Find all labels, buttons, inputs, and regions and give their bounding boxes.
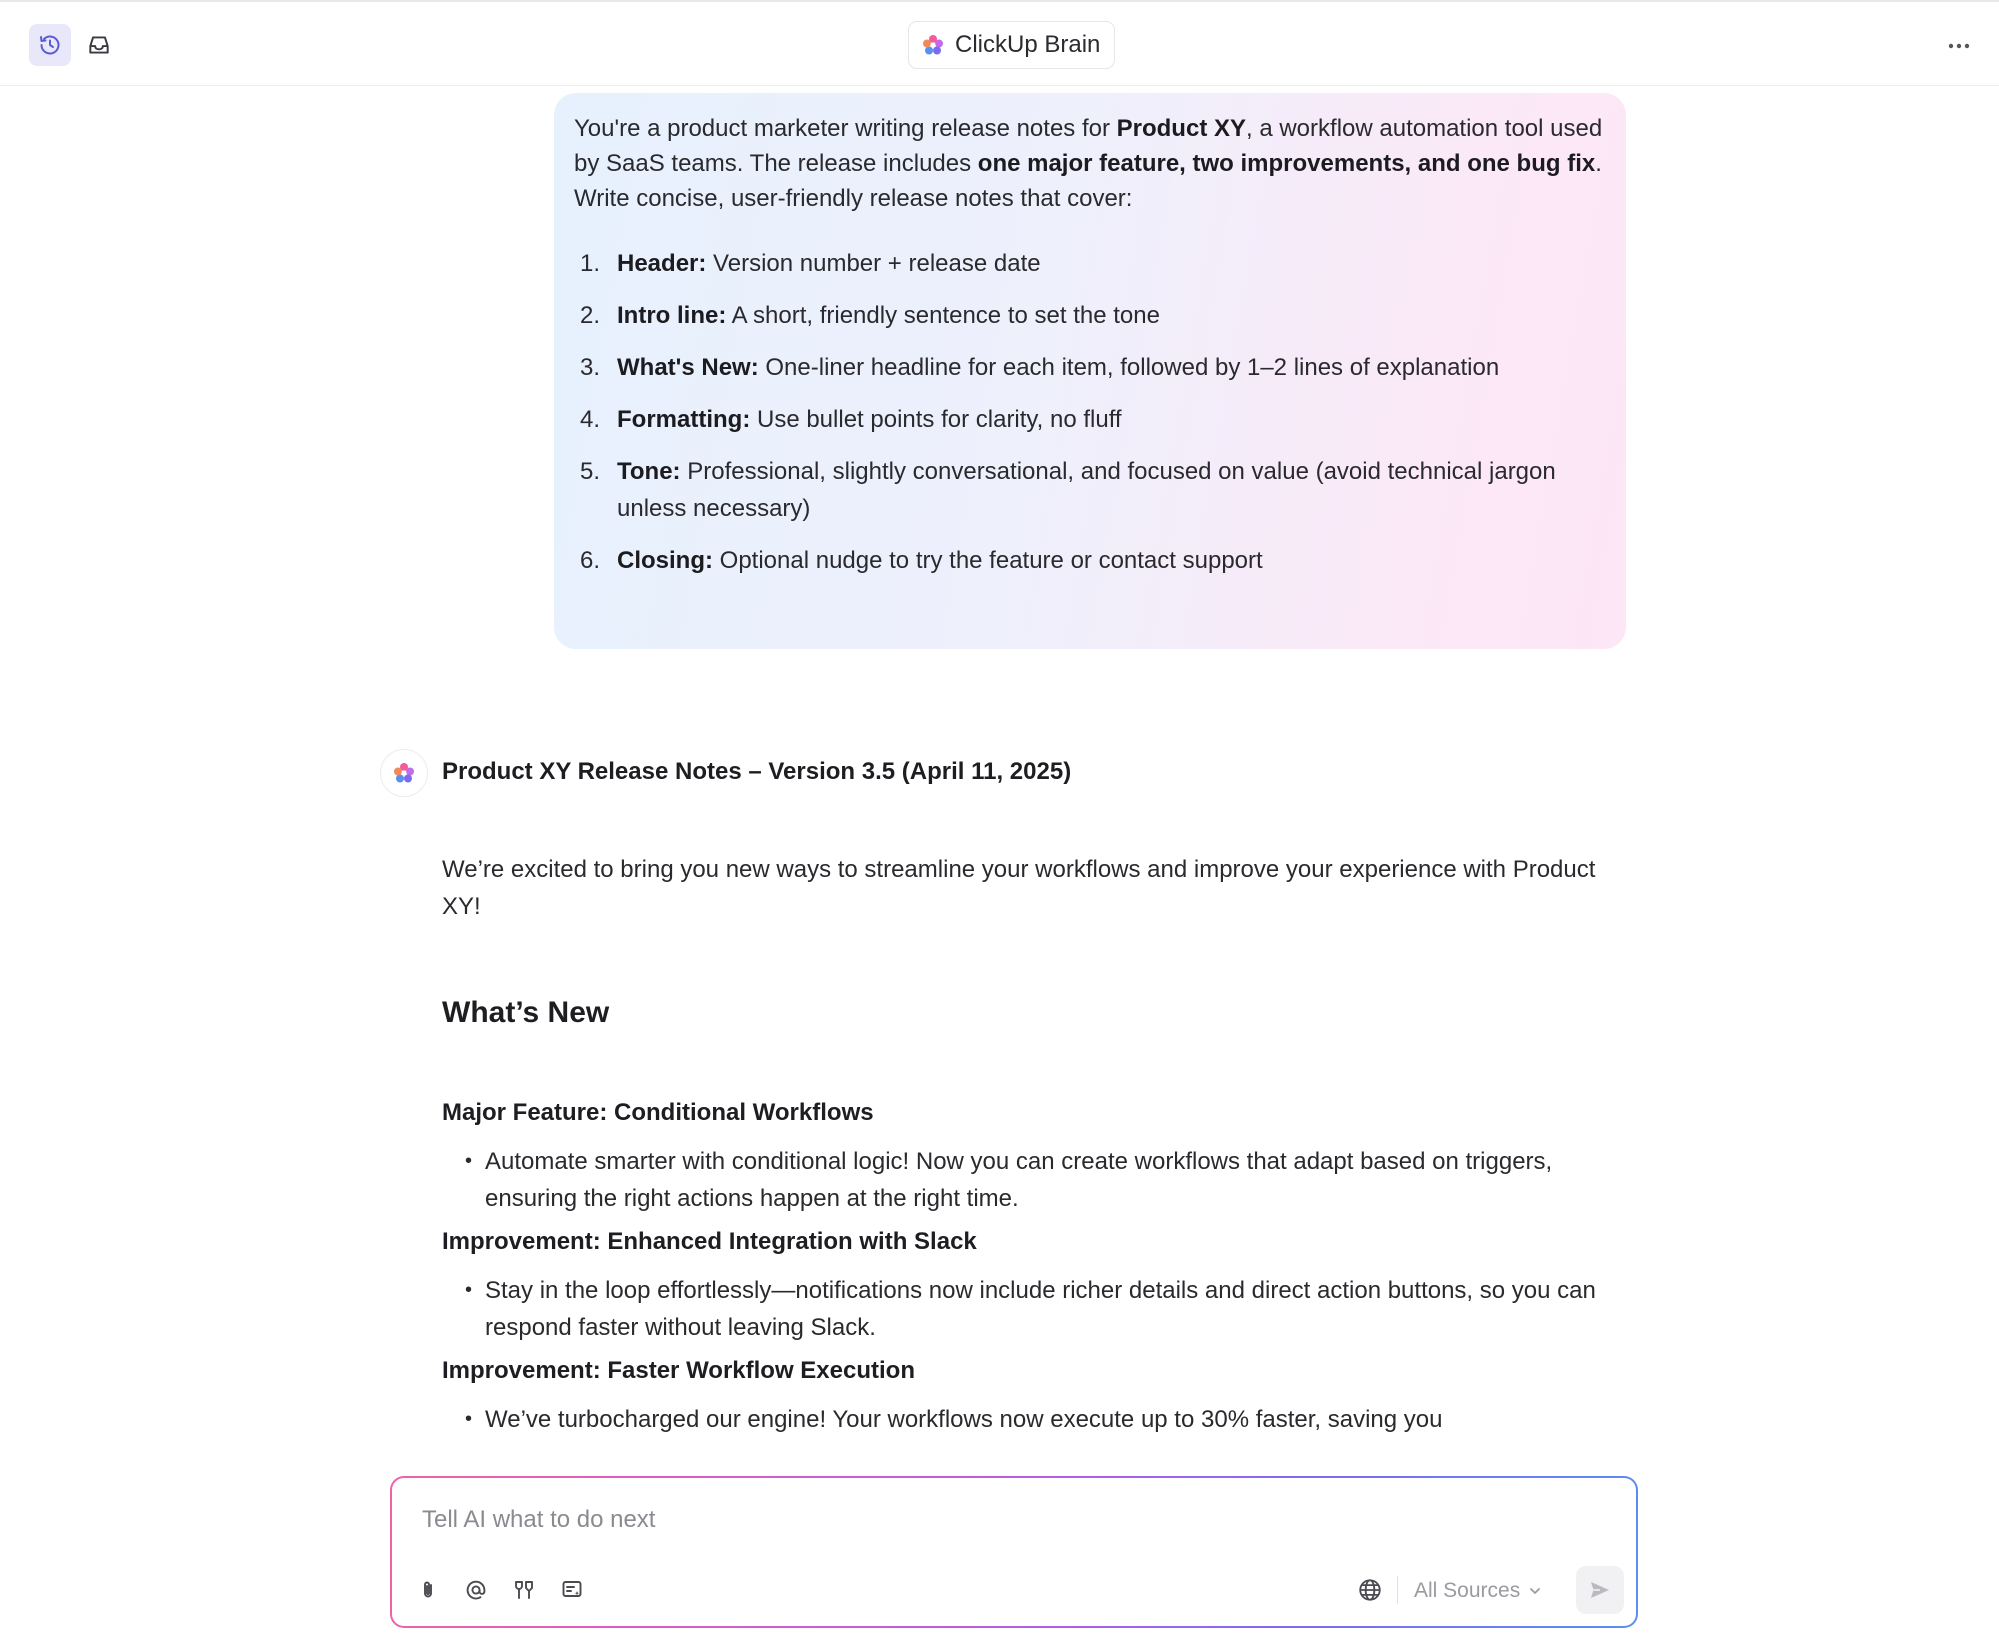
ai-prompt-input[interactable] [422, 1500, 1602, 1540]
composer-body [392, 1478, 1636, 1626]
prompt-bold: Product XY [1116, 115, 1246, 142]
list-text: A short, friendly sentence to set the tone [726, 302, 1160, 329]
list-number: 6. [579, 547, 600, 574]
more-options-button[interactable] [1939, 26, 1979, 66]
ai-response [442, 752, 1602, 1444]
toolbar-divider [1397, 1576, 1398, 1604]
tools-icon [512, 1578, 536, 1602]
template-icon [560, 1578, 584, 1602]
prompt-instruction: Write concise, user-friendly release notes that cover: [574, 185, 1133, 212]
list-text: Use bullet points for clarity, no fluff [750, 406, 1122, 433]
brain-title-button[interactable] [908, 21, 1115, 69]
list-label: What's New: [617, 354, 759, 381]
mention-button[interactable] [456, 1570, 496, 1610]
response-intro: We’re excited to bring you new ways to streamline your workflows and improve your experience with Product XY! [442, 856, 1596, 920]
more-icon [1947, 42, 1971, 50]
bullet-list [442, 1143, 1602, 1217]
inbox-icon [86, 32, 112, 58]
history-icon [38, 33, 62, 57]
globe-icon [1357, 1577, 1383, 1603]
brain-logo-icon [921, 33, 945, 57]
section-heading: Major Feature: Conditional Workflows [442, 1099, 874, 1126]
bullet-item: • We’ve turbocharged our engine! Your workflows now execute up to 30% faster, saving you [442, 1401, 1602, 1438]
list-number: 4. [579, 406, 600, 433]
user-prompt-bubble [554, 93, 1626, 649]
brain-logo-icon [392, 761, 416, 785]
prompt-list-item [574, 297, 1606, 334]
chevron-down-icon [1528, 1584, 1542, 1598]
prompt-list-item [574, 245, 1606, 282]
prompt-list-item [574, 349, 1606, 386]
bullet-item: • Stay in the loop effortlessly—notifications now include richer details and direct action buttons, so you can respond faster without leaving Slack. [442, 1272, 1602, 1346]
list-label: Closing: [617, 547, 713, 574]
prompt-text: , a workflow automation tool used by SaaS teams. The release includes [574, 115, 1603, 177]
section-heading: Improvement: Enhanced Integration with Slack [442, 1228, 977, 1255]
tools-button[interactable] [504, 1570, 544, 1610]
prompt-list-item [574, 453, 1606, 527]
web-search-toggle[interactable] [1350, 1570, 1390, 1610]
list-number: 5. [579, 458, 600, 485]
prompt-text: You're a product marketer writing release notes for [574, 115, 1117, 142]
prompt-text: . [1595, 150, 1602, 177]
whats-new-heading: What’s New [442, 996, 610, 1029]
list-text: One-liner headline for each item, followed by 1–2 lines of explanation [758, 354, 1500, 381]
prompt-list-item [574, 401, 1606, 438]
prompt-paragraph [574, 111, 1606, 181]
list-text: Optional nudge to try the feature or contact support [713, 547, 1263, 574]
attach-icon [416, 1578, 440, 1602]
send-button[interactable] [1576, 1566, 1624, 1614]
history-button[interactable] [29, 24, 71, 66]
section-heading: Improvement: Faster Workflow Execution [442, 1357, 915, 1384]
sources-dropdown[interactable] [1414, 1574, 1542, 1608]
attach-button[interactable] [408, 1570, 448, 1610]
sources-label: All Sources [1414, 1579, 1521, 1602]
list-number: 2. [579, 302, 600, 329]
response-title: Product XY Release Notes – Version 3.5 (April 11, 2025) [442, 758, 1072, 785]
list-label: Header: [617, 250, 707, 277]
ai-avatar [380, 749, 428, 797]
inbox-button[interactable] [78, 24, 120, 66]
top-bar [0, 0, 1999, 86]
template-button[interactable] [552, 1570, 592, 1610]
list-number: 1. [579, 250, 600, 277]
brain-title: ClickUp Brain [955, 31, 1101, 58]
list-label: Formatting: [617, 406, 751, 433]
send-icon [1588, 1578, 1612, 1602]
list-label: Tone: [617, 458, 681, 485]
list-label: Intro line: [617, 302, 727, 329]
prompt-bold: one major feature, two improvements, and one bug fix [977, 150, 1596, 177]
list-text: Version number + release date [706, 250, 1041, 277]
composer [390, 1476, 1638, 1628]
mention-icon [464, 1578, 488, 1602]
list-number: 3. [579, 354, 600, 381]
bullet-list [442, 1272, 1602, 1346]
list-text: Professional, slightly conversational, and focused on value (avoid technical jargon unless necessary) [617, 458, 1556, 522]
prompt-list-item [574, 542, 1606, 579]
bullet-item: • Automate smarter with conditional logic! Now you can create workflows that adapt based on triggers, ensuring the right actions happen at the right time. [442, 1143, 1602, 1217]
bullet-list [442, 1401, 1602, 1438]
prompt-list [574, 245, 1606, 579]
